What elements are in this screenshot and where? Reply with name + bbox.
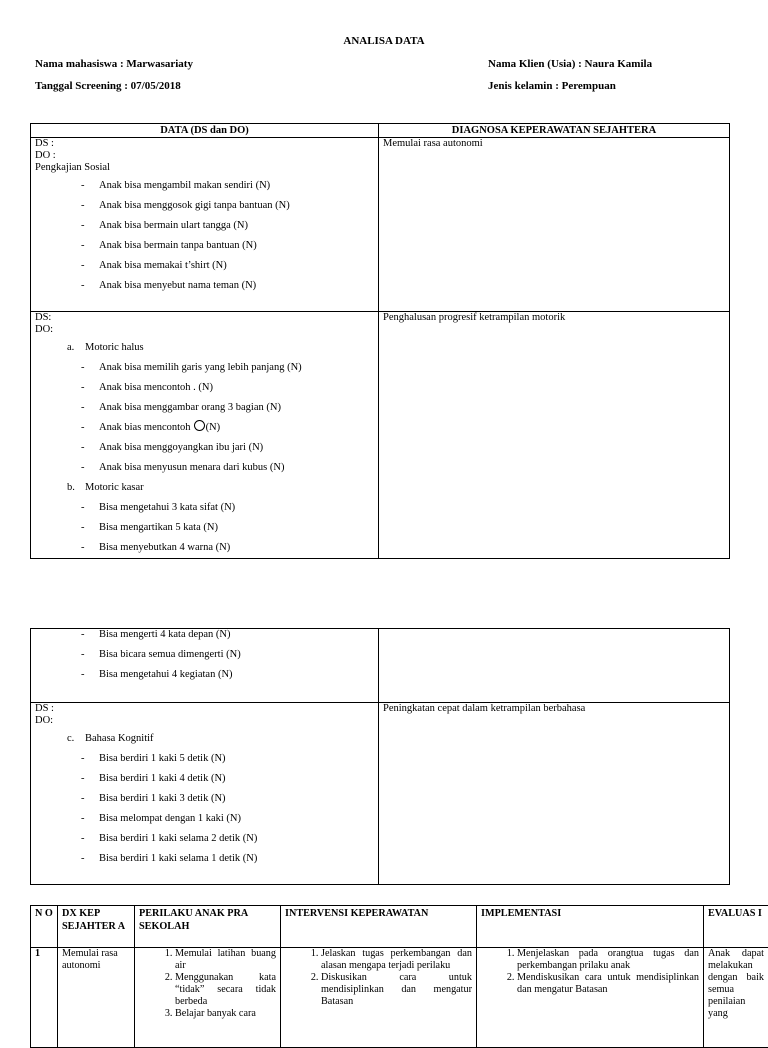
diagnosis-cell [379, 138, 730, 312]
header-evaluasi: EVALUAS I [704, 906, 768, 948]
list-item: - Bisa berdiri 1 kaki 3 detik (N) [35, 789, 374, 809]
list-item: - Bisa melompat dengan 1 kaki (N) [35, 809, 374, 829]
header-perilaku: PERILAKU ANAK PRA SEKOLAH [135, 906, 281, 948]
header-no: N O [31, 906, 58, 948]
list-item: 1. Memulai latihan buang air [175, 948, 276, 972]
header-diagnosis: DIAGNOSA KEPERAWATAN SEJAHTERA [379, 124, 730, 138]
list-item: - Bisa berdiri 1 kaki selama 2 detik (N) [35, 829, 374, 849]
list-item: - Anak bisa menggoyangkan ibu jari (N) [35, 438, 374, 458]
circle-shape-icon [194, 420, 205, 431]
subsection-label: Motoric halus [85, 342, 144, 353]
do-label: DO: [35, 324, 374, 336]
intervensi-cell [281, 948, 477, 1048]
analysis-table-1 [30, 123, 730, 559]
list-item: - Anak bisa memakai t’shirt (N) [35, 256, 374, 276]
do-label: DO: [35, 715, 374, 727]
diagnosis-text: Peningkatan cepat dalam ketrampilan berbahasa [383, 703, 585, 714]
analysis-table-2 [30, 628, 730, 885]
client-gender: Jenis kelamin : Perempuan [488, 80, 616, 92]
list-item-text: Anak bias mencontoh [99, 422, 191, 433]
list-item-suffix: (N) [206, 422, 221, 433]
diagnosis-cell [379, 312, 730, 559]
list-item: - Bisa mengetahui 3 kata sifat (N) [35, 498, 374, 518]
client-name: Nama Klien (Usia) : Naura Kamila [488, 58, 652, 70]
list-item: - Bisa mengerti 4 kata depan (N) [35, 625, 374, 645]
list-item: - Bisa menyebutkan 4 warna (N) [35, 538, 374, 558]
subsection-a [35, 338, 374, 358]
implementasi-cell [477, 948, 704, 1048]
subsection-mark: a. [67, 338, 85, 358]
page-title: ANALISA DATA [0, 35, 768, 47]
data-cell-social [31, 138, 379, 312]
list-item: - Anak bisa mencontoh . (N) [35, 378, 374, 398]
subsection-mark: b. [67, 478, 85, 498]
list-item: 1. Menjelaskan pada orangtua tugas dan perkembangan prilaku anak [517, 948, 699, 972]
subsection-b [35, 478, 374, 498]
list-item: 2. Diskusikan cara untuk mendisiplinkan dan mengatur Batasan [321, 972, 472, 1008]
list-item: - Bisa bicara semua dimengerti (N) [35, 645, 374, 665]
list-item: - Anak bisa bermain tanpa bantuan (N) [35, 236, 374, 256]
ds-label: DS : [35, 138, 374, 150]
list-item: - Anak bisa menggambar orang 3 bagian (N) [35, 398, 374, 418]
row-number: 1 [31, 948, 58, 1048]
data-cell-language [31, 629, 379, 703]
data-cell-motoric [31, 312, 379, 559]
list-item: - Bisa berdiri 1 kaki selama 1 detik (N) [35, 849, 374, 869]
data-cell-cognitive [31, 703, 379, 885]
list-item: - Anak bisa menyusun menara dari kubus (N) [35, 458, 374, 478]
list-item: 3. Belajar banyak cara [175, 1008, 276, 1020]
do-label: DO : [35, 150, 374, 162]
evaluasi-cell: Anak dapat melakukan dengan baik semua penilaian yang [704, 948, 768, 1048]
header-intervensi: INTERVENSI KEPERAWATAN [281, 906, 477, 948]
student-name: Nama mahasiswa : Marwasariaty [35, 58, 193, 70]
list-item: - Anak bisa menyebut nama teman (N) [35, 276, 374, 296]
header-data: DATA (DS dan DO) [31, 124, 379, 138]
subsection-label: Bahasa Kognitif [85, 733, 154, 744]
section-label: Pengkajian Sosial [35, 162, 374, 174]
diagnosis-text: Penghalusan progresif ketrampilan motorik [383, 312, 565, 323]
list-item: - Bisa berdiri 1 kaki 4 detik (N) [35, 769, 374, 789]
subsection-label: Motoric kasar [85, 482, 144, 493]
list-item: 2. Menggunakan kata “tidak” secara tidak berbeda [175, 972, 276, 1008]
diagnosis-cell [379, 703, 730, 885]
list-item: - Anak bisa memilih garis yang lebih panjang (N) [35, 358, 374, 378]
intervention-table [30, 905, 768, 1048]
list-item: - Anak bisa mengambil makan sendiri (N) [35, 176, 374, 196]
subsection-mark: c. [67, 729, 85, 749]
list-item: 2. Mendiskusikan cara untuk mendisiplinkan dan mengatur Batasan [517, 972, 699, 996]
diagnosis-text: Memulai rasa autonomi [383, 138, 483, 149]
list-item: - Bisa mengartikan 5 kata (N) [35, 518, 374, 538]
subsection-c [35, 729, 374, 749]
list-item: - Bisa mengetahui 4 kegiatan (N) [35, 665, 374, 685]
header-implementasi: IMPLEMENTASI [477, 906, 704, 948]
list-item: - Anak bisa bermain ulart tangga (N) [35, 216, 374, 236]
diagnosis-cell-empty [379, 629, 730, 703]
list-item: 1. Jelaskan tugas perkembangan dan alasan mengapa terjadi perilaku [321, 948, 472, 972]
perilaku-cell [135, 948, 281, 1048]
dx-cell: Memulai rasa autonomi [58, 948, 135, 1048]
header-dx: DX KEP SEJAHTER A [58, 906, 135, 948]
ds-label: DS : [35, 703, 374, 715]
screening-date: Tanggal Screening : 07/05/2018 [35, 80, 181, 92]
list-item: - Anak bisa menggosok gigi tanpa bantuan (N) [35, 196, 374, 216]
list-item [35, 418, 374, 438]
ds-label: DS: [35, 312, 374, 324]
list-item: - Bisa berdiri 1 kaki 5 detik (N) [35, 749, 374, 769]
